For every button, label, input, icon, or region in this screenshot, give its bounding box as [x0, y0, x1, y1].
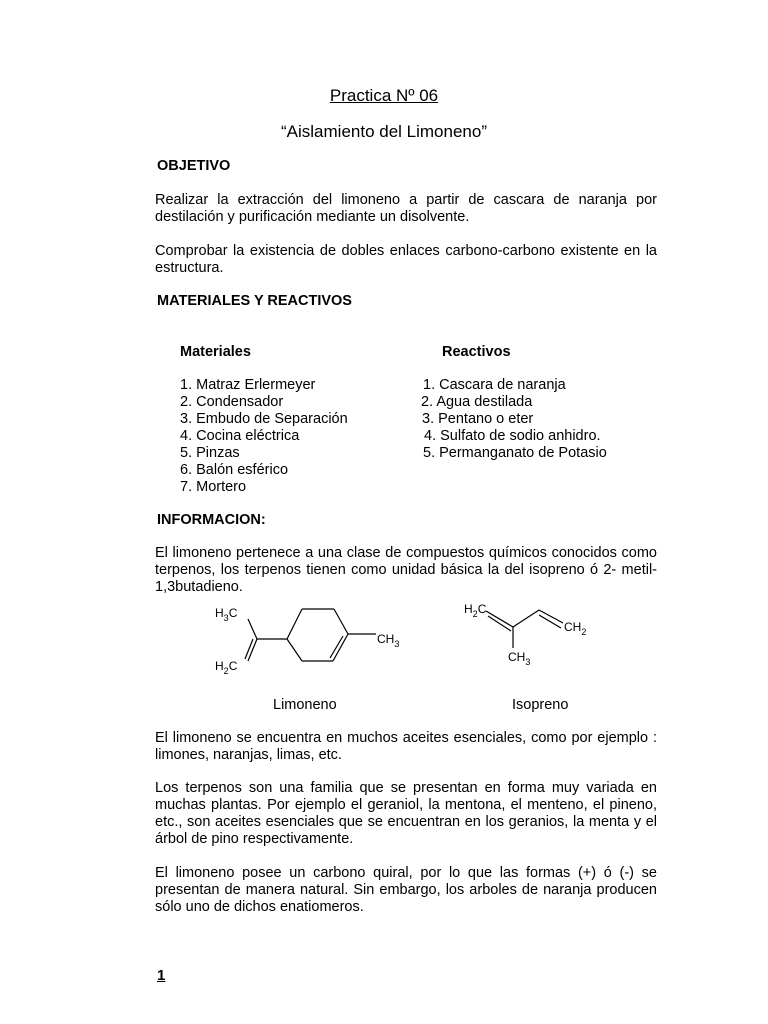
list-item: 4. Sulfato de sodio anhidro.	[424, 428, 601, 444]
informacion-paragraph-4: El limoneno posee un carbono quiral, por lo que las formas (+) ó (-) se presentan de manera natural. Sin embargo, los arboles de naranja producen sólo uno de dichos enatiomeros.	[155, 865, 657, 915]
list-item: 3. Embudo de Separación	[180, 411, 348, 427]
list-item: 2. Condensador	[180, 394, 284, 410]
bond	[248, 639, 257, 661]
bond	[245, 639, 253, 659]
reactivos-list	[421, 377, 607, 462]
limoneno-structure	[200, 598, 430, 680]
reactivos-heading: Reactivos	[442, 344, 511, 360]
methyl-group-label: $H_3C$	[215, 606, 238, 623]
bond	[539, 615, 561, 628]
list-item: 5. Pinzas	[180, 445, 240, 461]
list-item: 1. Matraz Erlermeyer	[180, 377, 316, 393]
page-subtitle: “Aislamiento del Limoneno”	[281, 122, 487, 141]
page-title: Practica Nº 06	[329, 86, 439, 105]
materiales-list	[180, 377, 348, 496]
methylene-group-label: $H_2C$	[215, 659, 238, 676]
materiales-heading: Materiales	[180, 344, 251, 360]
informacion-heading: INFORMACION:	[157, 512, 266, 528]
objetivo-heading: OBJETIVO	[157, 158, 231, 174]
limoneno-label: Limoneno	[273, 697, 337, 713]
informacion-paragraph-1: El limoneno pertenece a una clase de compuestos químicos conocidos como terpenos, los terpenos tienen como unidad básica la del isopreno ó 2- metil-1,3butadieno.	[155, 545, 657, 595]
materiales-reactivos-heading: MATERIALES Y REACTIVOS	[157, 293, 352, 309]
list-item: 5. Permanganato de Potasio	[423, 445, 607, 461]
objetivo-paragraph-2: Comprobar la existencia de dobles enlaces carbono-carbono existente en la estructura.	[155, 243, 657, 276]
page-number: 1	[157, 967, 166, 984]
methyl-group-label: $CH_3$	[377, 632, 400, 649]
bond	[486, 611, 513, 627]
methylene-group-label: $CH_2$	[564, 620, 587, 637]
isopreno-structure	[455, 598, 595, 670]
list-item: 6. Balón esférico	[180, 462, 289, 478]
informacion-paragraph-3: Los terpenos son una familia que se presentan en forma muy variada en muchas plantas. Por ejemplo el geraniol, la mentona, el menteno, el pineno, etc., son aceites esenciales que se encuentran en los geranios, la menta y el árbol de pino respectivamente.	[155, 780, 657, 847]
list-item: 4. Cocina eléctrica	[180, 428, 300, 444]
bond	[287, 639, 302, 661]
methylene-group-label: $H_2C$	[464, 602, 487, 619]
objetivo-paragraph-1: Realizar la extracción del limoneno a partir de cascara de naranja por destilación y purificación mediante un disolvente.	[155, 192, 657, 225]
list-item: 2. Agua destilada	[421, 394, 533, 410]
bond	[287, 609, 302, 639]
informacion-paragraph-2: El limoneno se encuentra en muchos aceites esenciales, como por ejemplo : limones, naranjas, limas, etc.	[155, 730, 657, 763]
bond	[248, 619, 257, 639]
bond	[333, 634, 348, 661]
list-item: 3. Pentano o eter	[422, 411, 534, 427]
isopreno-label: Isopreno	[512, 697, 569, 713]
list-item: 7. Mortero	[180, 479, 247, 495]
bond	[334, 609, 348, 634]
list-item: 1. Cascara de naranja	[423, 377, 566, 393]
methyl-group-label: $CH_3$	[508, 650, 531, 667]
bond	[513, 610, 539, 627]
